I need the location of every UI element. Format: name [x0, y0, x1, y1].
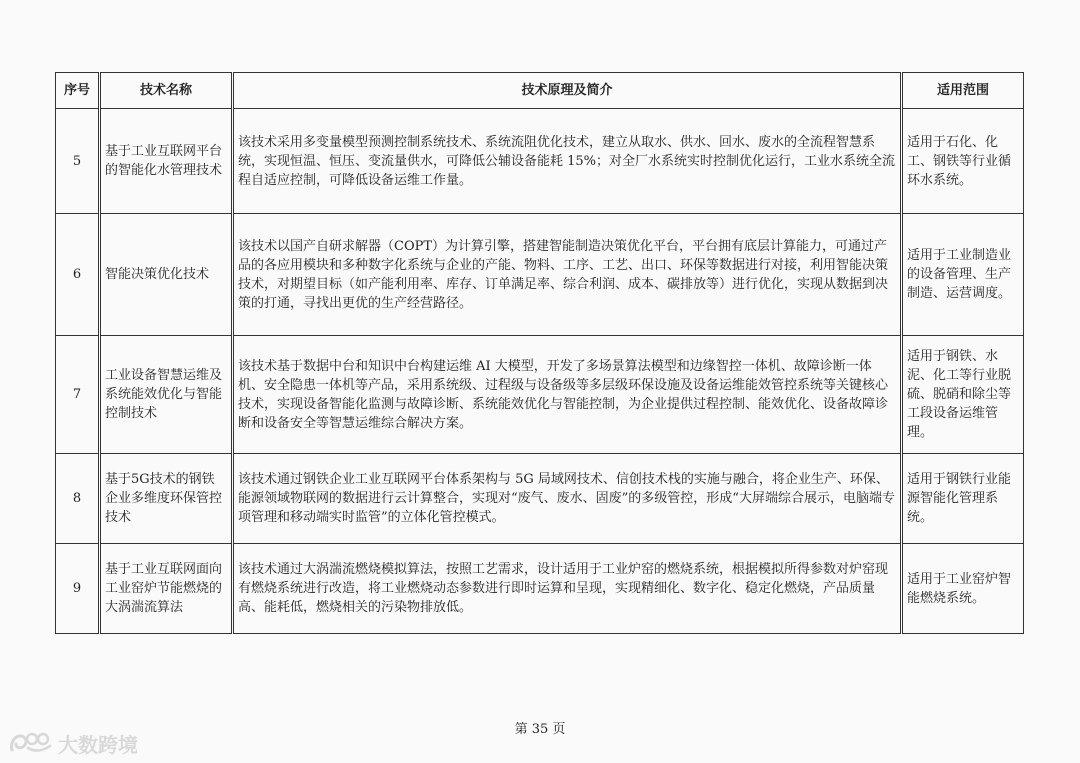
- row-tech-desc: 该技术通过大涡湍流燃烧模拟算法，按照工艺需求，设计适用于工业炉窑的燃烧系统，根据模拟所得参数对炉窑现有燃烧系统进行改造，将工业燃烧动态参数进行即时运算和呈现，实现精细化、数字化、稳定化燃烧，产品质量高、能耗低，燃烧相关的污染物排放低。: [233, 544, 902, 634]
- table-row: [56, 214, 1024, 336]
- technology-table: [55, 72, 1024, 634]
- header-tech-principle: 技术原理及简介: [233, 73, 902, 109]
- row-tech-desc: 该技术采用多变量模型预测控制系统技术、系统流阻优化技术，建立从取水、供水、回水、废水的全流程智慧系统，实现恒温、恒压、变流量供水，可降低公辅设备能耗 15%；对全厂水系统实时控制优化运行，工业水系统全流程自适应控制，可降低设备运维工作量。: [233, 109, 902, 214]
- header-number: 序号: [56, 73, 100, 109]
- row-number: 8: [56, 454, 100, 544]
- row-scope: 适用于钢铁、水泥、化工等行业脱硫、脱硝和除尘等工段设备运维管理。: [902, 336, 1024, 454]
- table-header-row: [56, 73, 1024, 109]
- header-scope: 适用范围: [902, 73, 1024, 109]
- row-tech-name: 智能决策优化技术: [100, 214, 233, 336]
- table-row: [56, 544, 1024, 634]
- watermark-text: 大数跨境: [58, 732, 138, 757]
- row-number: 6: [56, 214, 100, 336]
- row-scope: 适用于钢铁行业能源智能化管理系统。: [902, 454, 1024, 544]
- watermark: [8, 728, 138, 758]
- row-number: 5: [56, 109, 100, 214]
- table-row: [56, 109, 1024, 214]
- row-number: 9: [56, 544, 100, 634]
- row-tech-name: 工业设备智慧运维及系统能效优化与智能控制技术: [100, 336, 233, 454]
- page-number: 第 35 页: [514, 722, 566, 737]
- row-scope: 适用于工业窑炉智能燃烧系统。: [902, 544, 1024, 634]
- row-scope: 适用于工业制造业的设备管理、生产制造、运营调度。: [902, 214, 1024, 336]
- row-tech-desc: 该技术通过钢铁企业工业互联网平台体系架构与 5G 局域网技术、信创技术栈的实施与融合，将企业生产、环保、能源领域物联网的数据进行云计算整合，实现对“废气、废水、固废”的多级管控，形成“大屏端综合展示，电脑端专项管理和移动端实时监管”的立体化管控模式。: [233, 454, 902, 544]
- table-row: [56, 336, 1024, 454]
- header-tech-name: 技术名称: [100, 73, 233, 109]
- row-scope: 适用于石化、化工、钢铁等行业循环水系统。: [902, 109, 1024, 214]
- row-number: 7: [56, 336, 100, 454]
- row-tech-desc: 该技术以国产自研求解器（COPT）为计算引擎，搭建智能制造决策优化平台，平台拥有底层计算能力，可通过产品的各应用模块和多种数字化系统与企业的产能、物料、工序、工艺、出口、环保等数据进行对接，利用智能决策技术，对期望目标（如产能利用率、库存、订单满足率、综合利润、成本、碳排放等）进行优化，实现从数据到决策的打通，寻找出更优的生产经营路径。: [233, 214, 902, 336]
- weibo-logo-icon: [8, 730, 54, 756]
- row-tech-name: 基于5G技术的钢铁企业多维度环保管控技术: [100, 454, 233, 544]
- table-row: [56, 454, 1024, 544]
- row-tech-name: 基于工业互联网平台的智能化水管理技术: [100, 109, 233, 214]
- row-tech-name: 基于工业互联网面向工业窑炉节能燃烧的大涡湍流算法: [100, 544, 233, 634]
- row-tech-desc: 该技术基于数据中台和知识中台构建运维 AI 大模型，开发了多场景算法模型和边缘智控一体机、故障诊断一体机、安全隐患一体机等产品，采用系统级、过程级与设备级等多层级环保设施及设备运维能效管控系统等关键核心技术，实现设备智能化监测与故障诊断、系统能效优化与智能控制，为企业提供过程控制、能效优化、设备故障诊断和设备安全等智慧运维综合解决方案。: [233, 336, 902, 454]
